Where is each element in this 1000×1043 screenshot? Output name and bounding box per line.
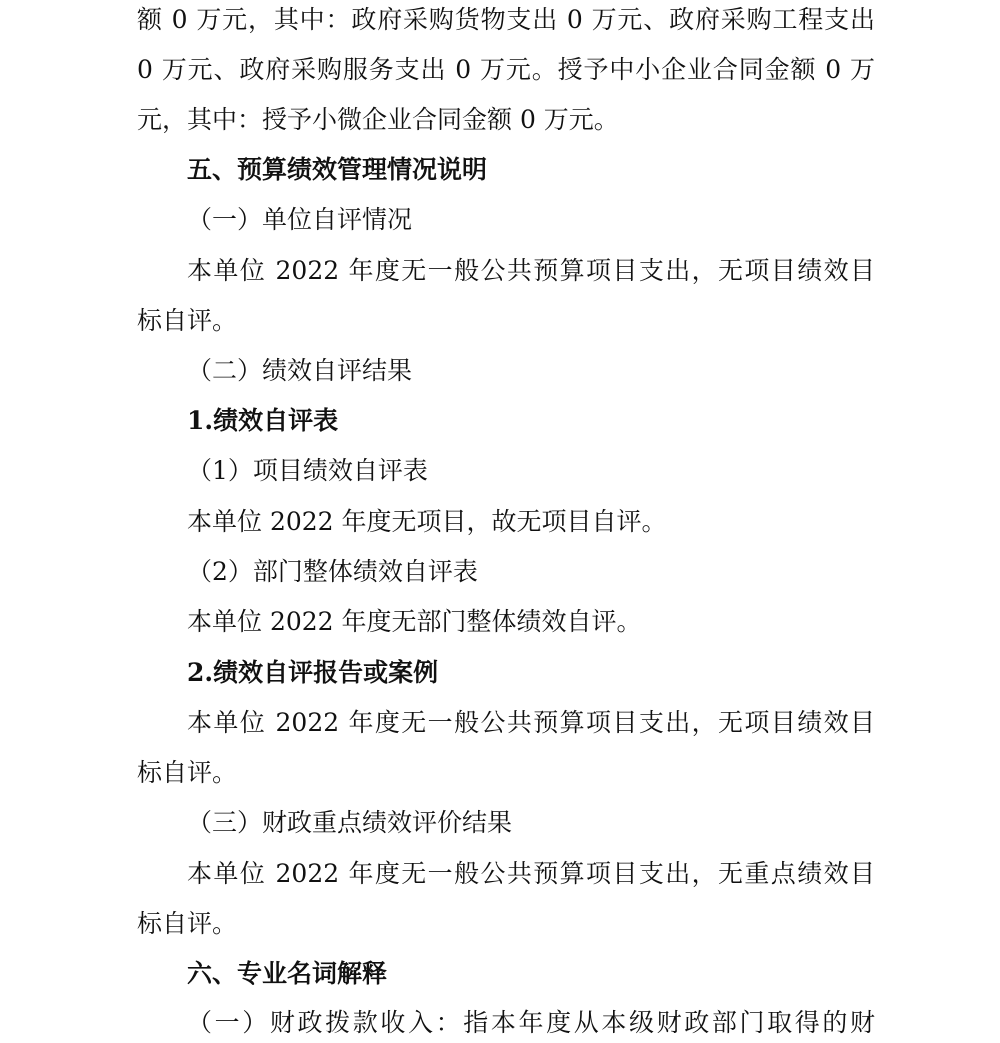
paragraph-line: 标自评。	[137, 306, 238, 335]
paragraph-line: 额 0 万元，其中：政府采购货物支出 0 万元、政府采购工程支出	[137, 5, 875, 34]
paragraph-line: 标自评。	[137, 909, 238, 938]
paragraph-line: 本单位 2022 年度无项目，故无项目自评。	[187, 507, 667, 536]
sub-item-heading: （1）项目绩效自评表	[187, 456, 428, 485]
item-heading: 1.绩效自评表	[187, 406, 339, 435]
paragraph-line: 0 万元、政府采购服务支出 0 万元。授予中小企业合同金额 0 万	[137, 55, 875, 84]
subsection-heading: （一）单位自评情况	[187, 205, 413, 234]
sub-item-heading: （2）部门整体绩效自评表	[187, 557, 478, 586]
paragraph-line: 标自评。	[137, 758, 238, 787]
item-heading: 2.绩效自评报告或案例	[187, 658, 439, 687]
paragraph-line: 本单位 2022 年度无部门整体绩效自评。	[187, 607, 642, 636]
section-heading: 六、专业名词解释	[187, 959, 388, 988]
subsection-heading: （二）绩效自评结果	[187, 356, 413, 385]
subsection-heading: （三）财政重点绩效评价结果	[187, 808, 513, 837]
paragraph-line: 本单位 2022 年度无一般公共预算项目支出，无项目绩效目	[187, 708, 875, 737]
section-heading: 五、预算绩效管理情况说明	[187, 155, 488, 184]
paragraph-line: 元，其中：授予小微企业合同金额 0 万元。	[137, 105, 619, 134]
paragraph-line: 本单位 2022 年度无一般公共预算项目支出，无重点绩效目	[187, 859, 875, 888]
paragraph-line: （一）财政拨款收入：指本年度从本级财政部门取得的财	[187, 1008, 875, 1037]
paragraph-line: 本单位 2022 年度无一般公共预算项目支出，无项目绩效目	[187, 256, 875, 285]
